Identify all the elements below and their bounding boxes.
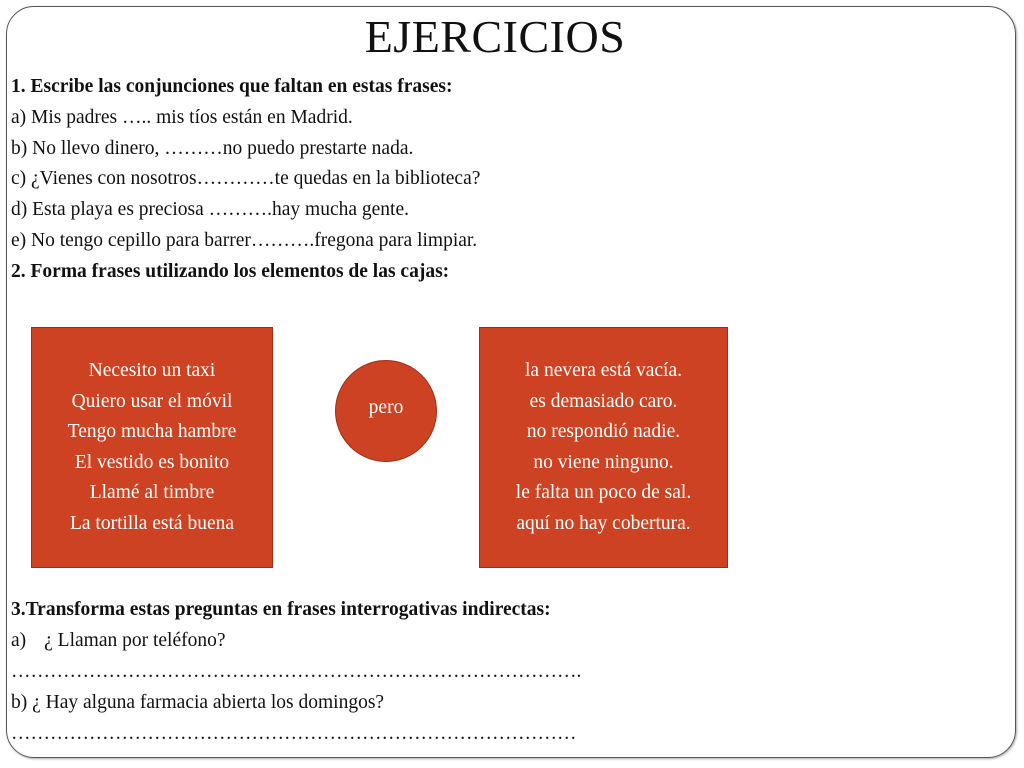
exercise3-heading: 3.Transforma estas preguntas en frases interrogativas indirectas: — [11, 599, 551, 620]
exercise1-item-c: c) ¿Vienes con nosotros…………te quedas en la biblioteca? — [11, 168, 481, 189]
subject-clause: El vestido es bonito — [74, 451, 230, 473]
complement-clause: aquí no hay cobertura. — [516, 512, 691, 534]
subject-clause: Tengo mucha hambre — [67, 421, 237, 442]
subject-clauses-box — [31, 327, 273, 568]
exercise1-item-b: b) No llevo dinero, ………no puedo prestarte nada. — [11, 138, 414, 159]
exercise1-item-a: a) Mis padres ….. mis tíos están en Madrid. — [11, 107, 353, 128]
complement-clause: no viene ninguno. — [533, 451, 674, 473]
item-a-question: ¿ Llaman por teléfono? — [44, 630, 226, 651]
exercise1-heading: 1. Escribe las conjunciones que faltan en estas frases: — [11, 76, 453, 97]
subject-clause: Quiero usar el móvil — [71, 390, 233, 412]
complement-clause: es demasiado caro. — [529, 390, 678, 412]
answer-line-a: ……………………………………………………………………………. — [11, 661, 582, 682]
slide-title: EJERCICIOS — [364, 11, 626, 62]
exercise3-item-b: b) ¿ Hay alguna farmacia abierta los domingos? — [11, 692, 385, 713]
exercise1-item-d: d) Esta playa es preciosa ……….hay mucha gente. — [11, 199, 409, 220]
complement-clauses-box — [479, 327, 728, 568]
connector-label: pero — [368, 397, 404, 418]
exercise1-item-e: e) No tengo cepillo para barrer……….fregona para limpiar. — [11, 230, 478, 251]
exercise2-heading: 2. Forma frases utilizando los elementos de las cajas: — [11, 261, 450, 282]
answer-line-b: …………………………………………………………………………… — [11, 723, 577, 744]
complement-clause: la nevera está vacía. — [525, 360, 682, 381]
item-a-label: a) — [11, 630, 27, 651]
complement-clause: no respondió nadie. — [526, 421, 681, 442]
complement-clause: le falta un poco de sal. — [515, 482, 692, 503]
subject-clause: Necesito un taxi — [88, 360, 216, 381]
exercise3-item-a — [11, 630, 226, 652]
connector-circle — [335, 360, 437, 462]
subject-clause: La tortilla está buena — [69, 512, 235, 534]
subject-clause: Llamé al timbre — [89, 482, 215, 503]
